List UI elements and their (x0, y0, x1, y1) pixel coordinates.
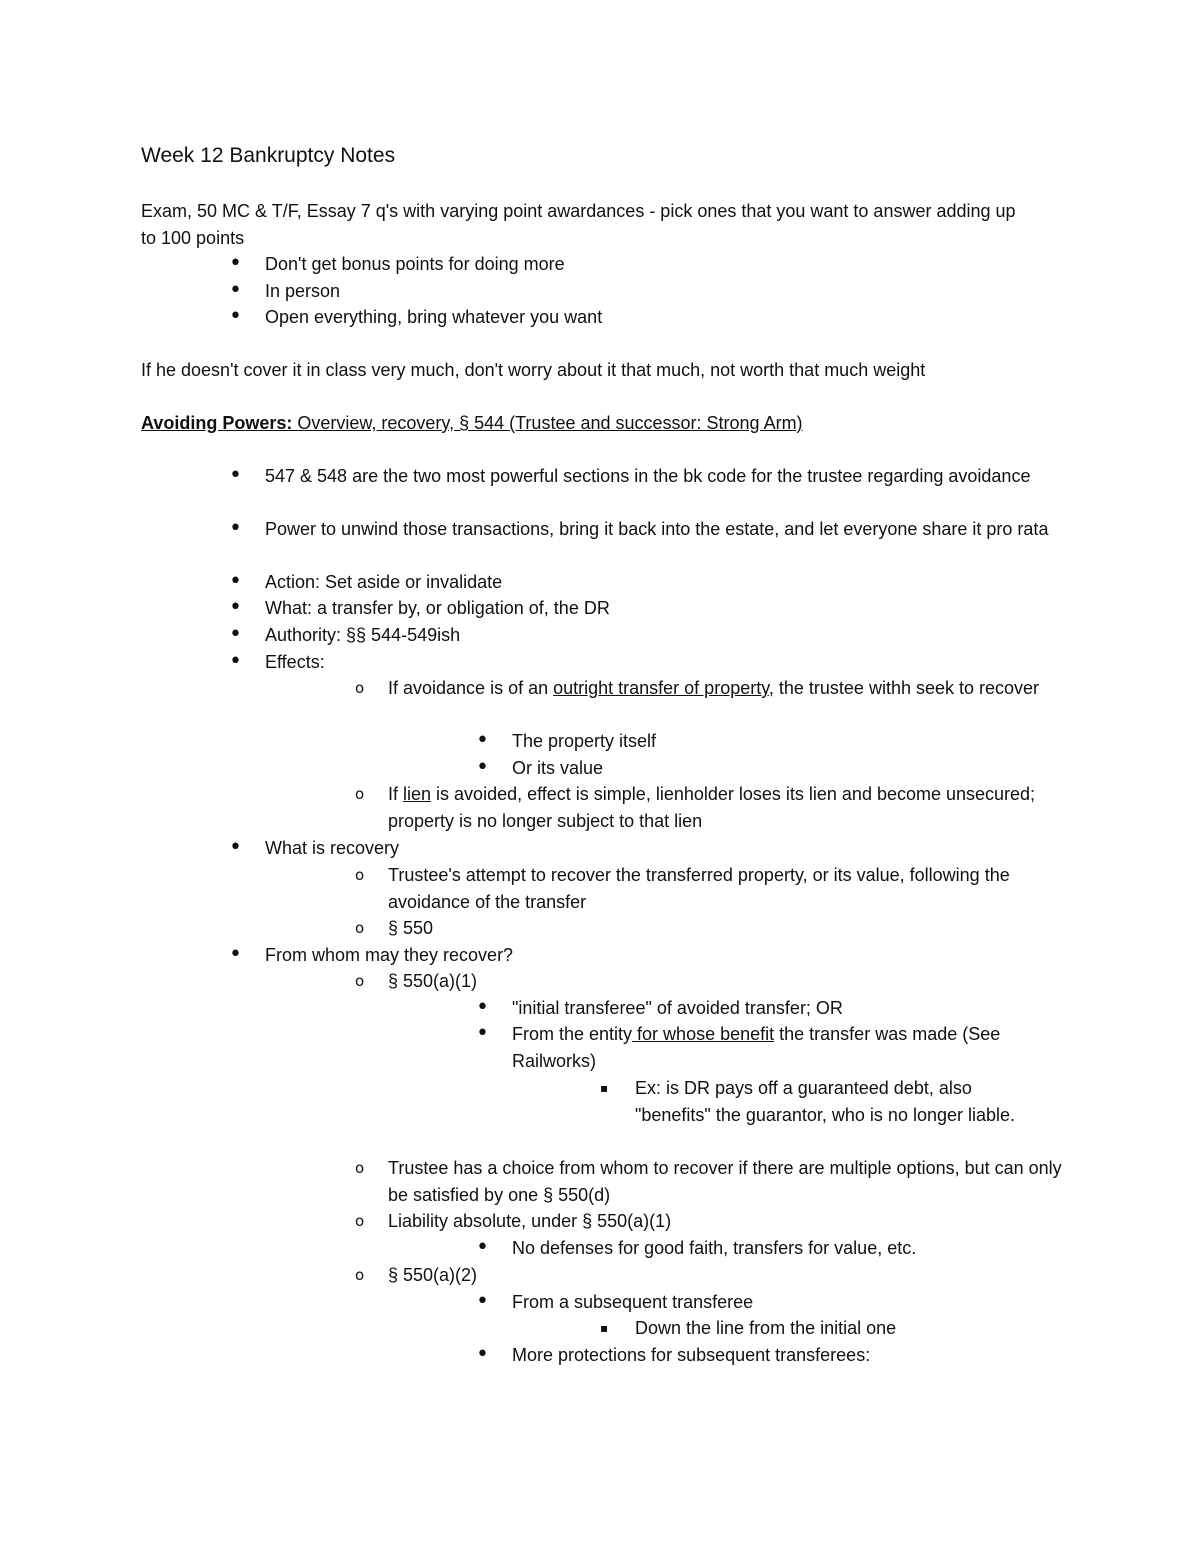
underlined-text: for whose benefit (632, 1024, 775, 1044)
list-item: • Open everything, bring whatever you want (265, 304, 1065, 331)
coverage-note: If he doesn't cover it in class very much, don't worry about it that much, not worth that much weight (141, 360, 926, 380)
list-item: • Effects: (265, 649, 1065, 676)
text: If (388, 784, 404, 804)
list-item: o Trustee's attempt to recover the transferred property, or its value, following the avoidance of the transfer (388, 862, 1068, 915)
text: From the entity (512, 1024, 633, 1044)
list-item: • "initial transferee" of avoided transfer; OR (512, 995, 1060, 1022)
text: is avoided, effect is simple, lienholder loses its lien and become unsecured; property is no longer subject to that lien (388, 784, 1036, 831)
list-item: • From whom may they recover? (265, 942, 1065, 969)
list-item: o § 550(a)(2) (388, 1262, 1068, 1289)
heading-rest: Overview, recovery, § 544 (Trustee and successor: Strong Arm) (292, 413, 803, 433)
list-item: o § 550(a)(1) (388, 968, 1068, 995)
list-item: ▪ Down the line from the initial one (635, 1315, 1025, 1342)
list-item (388, 675, 1068, 702)
list-item: • Power to unwind those transactions, bring it back into the estate, and let everyone share it pro rata (265, 516, 1065, 543)
list-item: • What is recovery (265, 835, 1065, 862)
underlined-text: lien (403, 784, 432, 804)
list-item: o Trustee has a choice from whom to recover if there are multiple options, but can only be satisfied by one § 550(d) (388, 1155, 1068, 1208)
exam-intro: Exam, 50 MC & T/F, Essay 7 q's with varying point awardances - pick ones that you want to answer adding up to 100 points (141, 201, 1016, 248)
list-item: • More protections for subsequent transferees: (512, 1342, 1060, 1369)
text: the transfer was made (See Railworks) (512, 1024, 1001, 1071)
text: , the trustee withh seek to recover (768, 678, 1040, 698)
list-item: ▪ Ex: is DR pays off a guaranteed debt, also "benefits" the guarantor, who is no longer liable. (635, 1075, 1025, 1128)
list-item: • Don't get bonus points for doing more (265, 251, 1065, 278)
list-item: • From a subsequent transferee (512, 1289, 1060, 1316)
list-item: • What: a transfer by, or obligation of, the DR (265, 595, 1065, 622)
text: If avoidance is of an (388, 678, 554, 698)
section-heading (141, 410, 1041, 437)
page-title: Week 12 Bankruptcy Notes (141, 144, 396, 167)
list-item (388, 781, 1068, 834)
list-item: • 547 & 548 are the two most powerful sections in the bk code for the trustee regarding avoidance (265, 463, 1035, 490)
list-item: • Action: Set aside or invalidate (265, 569, 1065, 596)
list-item: • Or its value (512, 755, 1060, 782)
list-item: • Authority: §§ 544-549ish (265, 622, 1065, 649)
list-item: o Liability absolute, under § 550(a)(1) (388, 1208, 1068, 1235)
list-item: o § 550 (388, 915, 1068, 942)
underlined-text: outright transfer of property (553, 678, 769, 698)
heading-bold: Avoiding Powers: (141, 413, 293, 433)
list-item: • The property itself (512, 728, 1060, 755)
list-item: • In person (265, 278, 1065, 305)
list-item: • No defenses for good faith, transfers for value, etc. (512, 1235, 1060, 1262)
list-item (512, 1021, 1060, 1074)
